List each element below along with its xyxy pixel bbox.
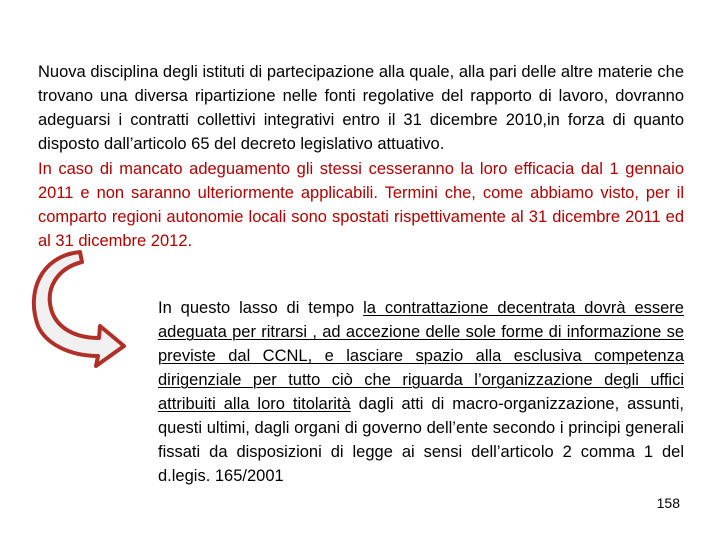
curved-arrow-shape <box>34 252 124 366</box>
paragraph-timeframe <box>158 296 684 488</box>
paragraph-timeframe-rest: dagli atti di macro-organizzazione, assunti, questi ultimi, dagli organi di governo dell’ente secondo i principi generali fissati da disposizioni di legge ai sensi dell’articolo 2 comma 1 del d.legis. 165/2001 <box>158 395 684 485</box>
paragraph-timeframe-underlined: la contrattazione decentrata dovrà essere adeguata per ritrarsi , ad accezione delle sole forme di informazione se previste dal CCNL, e lasciare spazio alla esclusiva competenza dirigenziale per tutto ciò che riguarda l’organizzazione degli uffici attribuiti alla loro titolarità <box>158 299 684 413</box>
curved-arrow-icon <box>20 248 130 368</box>
paragraph-deadline-note: In caso di mancato adeguamento gli stessi cesseranno la loro efficacia dal 1 gennaio 2011 e non saranno ulteriormente applicabili. Termini che, come abbiamo visto, per il comparto regioni autonomie locali sono spostati rispettivamente al 31 dicembre 2011 ed al 31 dicembre 2012. <box>38 160 684 250</box>
paragraph-intro: Nuova disciplina degli istituti di partecipazione alla quale, alla pari delle altre materie che trovano una diversa ripartizione nelle fonti regolative del rapporto di lavoro, dovranno adeguarsi i contratti collettivi integrativi entro il 31 dicembre 2010,in forza di quanto disposto dall’articolo 65 del decreto legislativo attuativo. <box>38 63 684 153</box>
paragraph-timeframe-intro: In questo lasso di tempo <box>158 299 364 317</box>
page-number: 158 <box>656 495 680 511</box>
